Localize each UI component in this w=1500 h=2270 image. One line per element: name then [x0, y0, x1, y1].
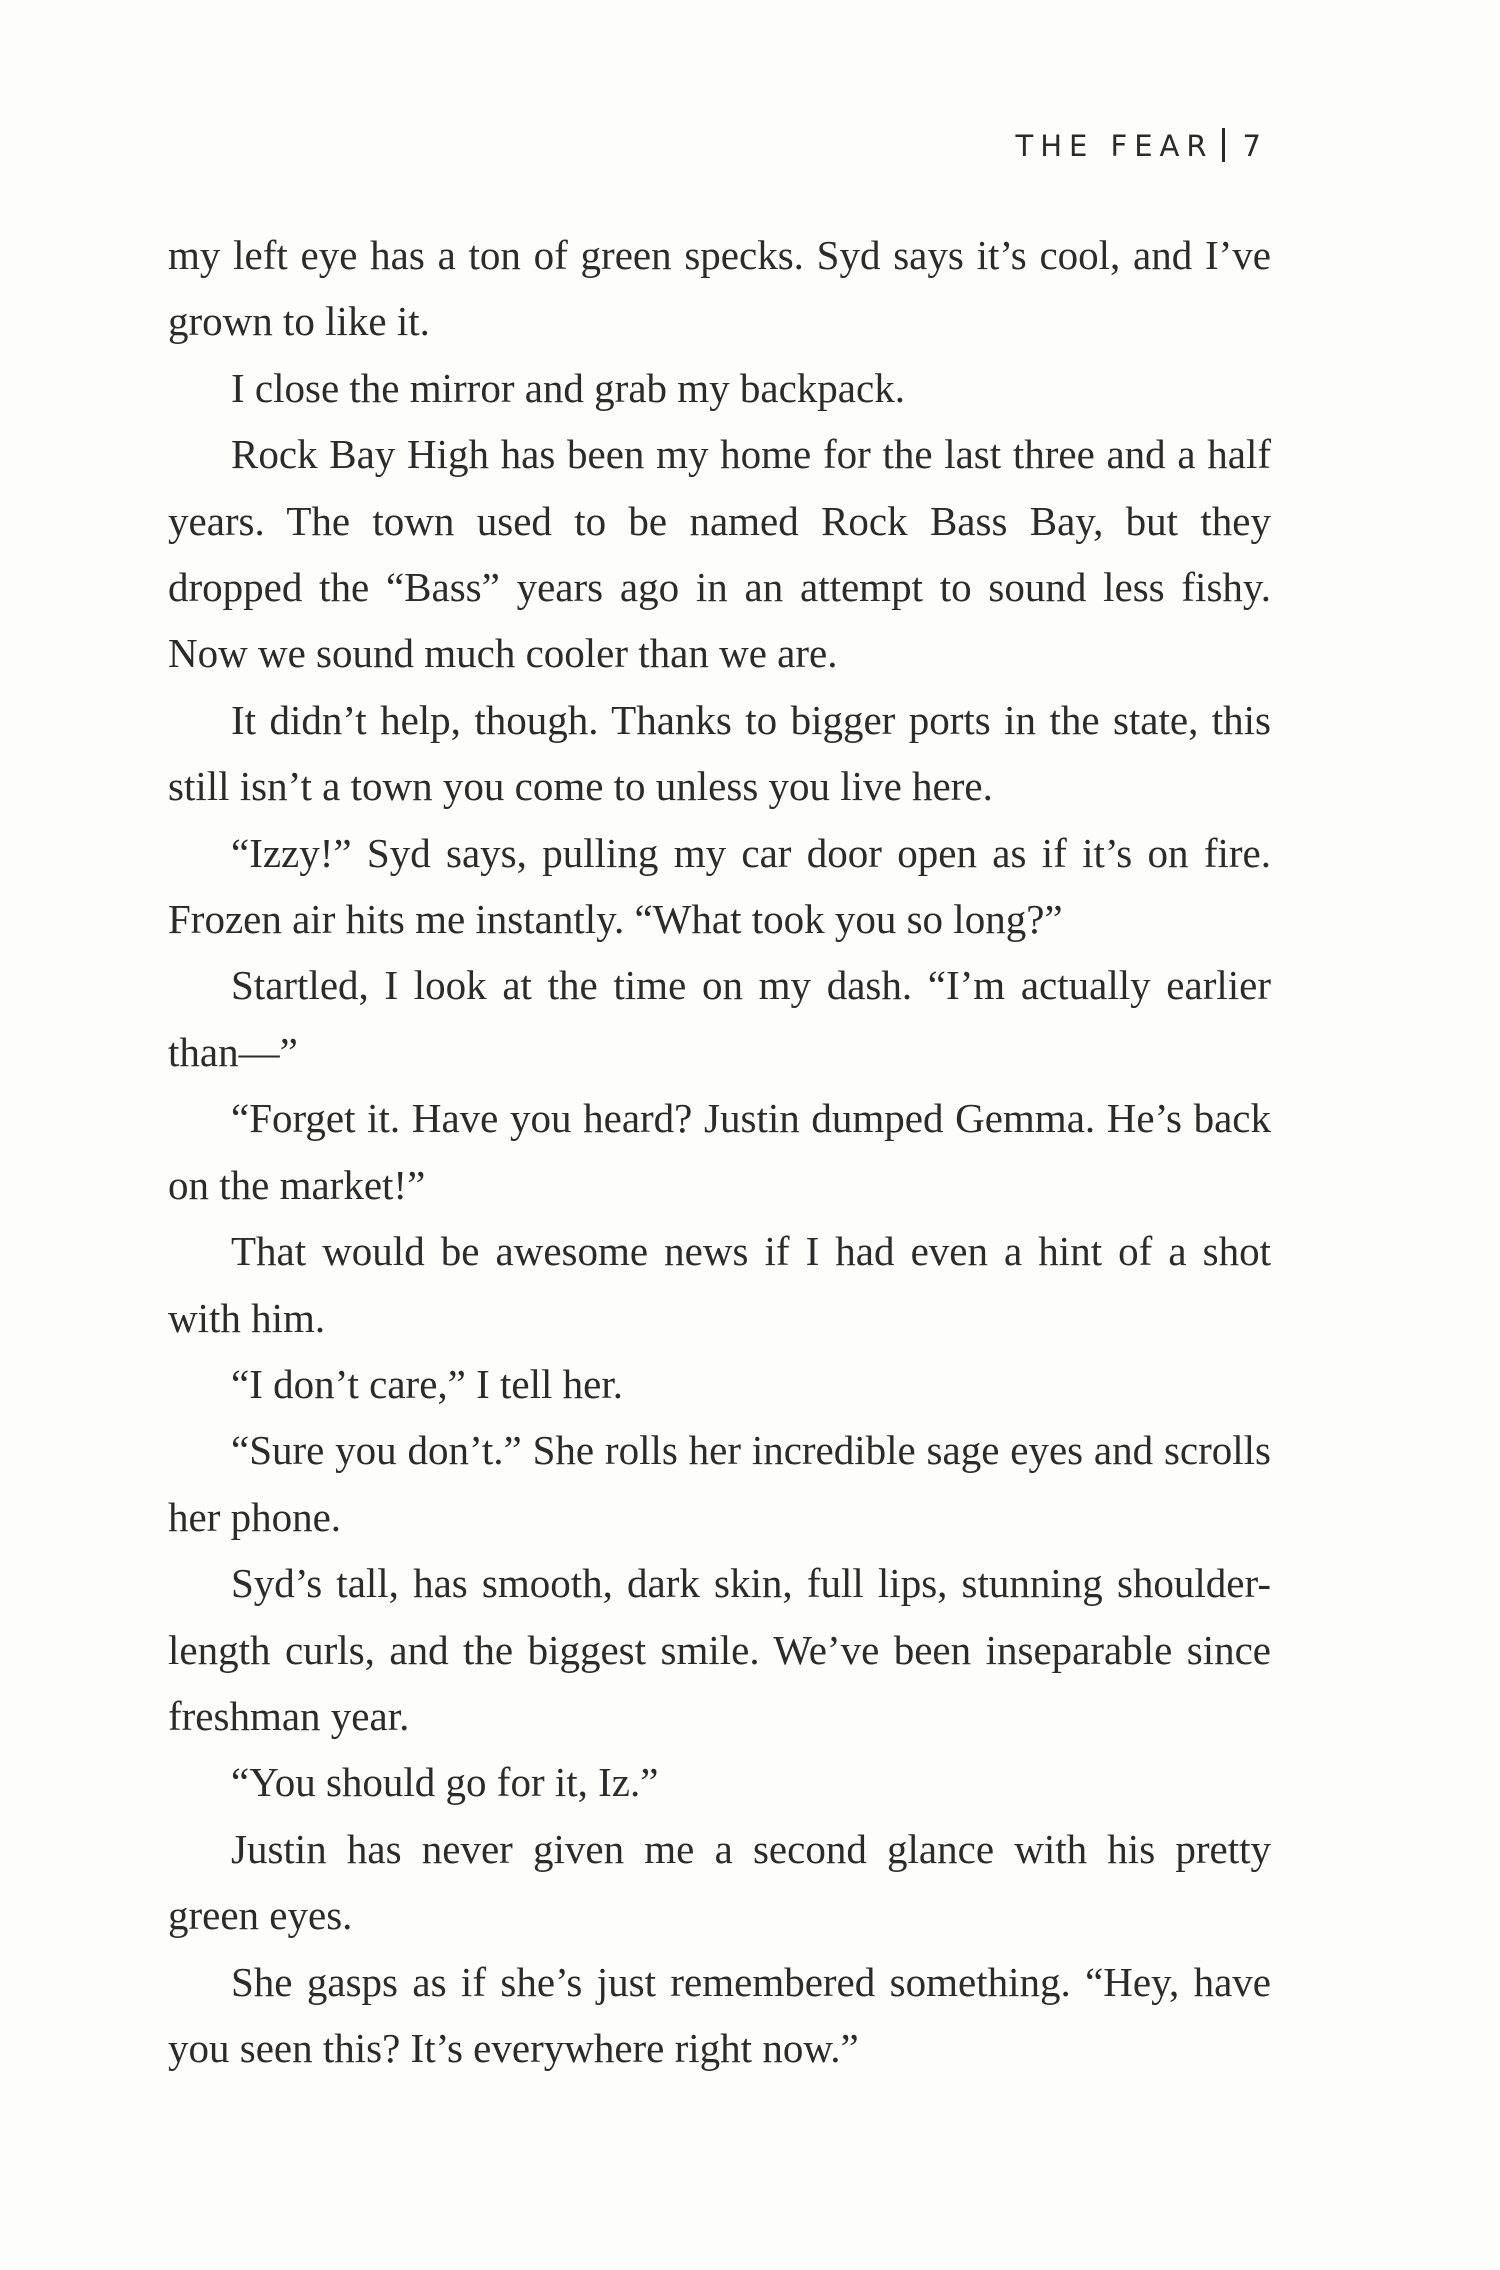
paragraph: “I don’t care,” I tell her. [231, 1360, 623, 1407]
paragraph: “Forget it. Have you heard? Justin dumped Gemma. He’s back on the market!” [168, 1095, 1271, 1208]
running-head [1015, 128, 1268, 163]
body-text [168, 222, 1271, 2081]
paragraph: Startled, I look at the time on my dash. “I’m actually earlier than—” [168, 962, 1271, 1075]
paragraph: That would be awesome news if I had even a hint of a shot with him. [168, 1228, 1271, 1341]
paragraph: my left eye has a ton of green specks. Syd says it’s cool, and I’ve grown to like it. [168, 232, 1271, 345]
paragraph: She gasps as if she’s just remembered something. “Hey, have you seen this? It’s everywhere right now.” [168, 1958, 1271, 2071]
page-number: 7 [1242, 129, 1268, 163]
paragraph: “Sure you don’t.” She rolls her incredible sage eyes and scrolls her phone. [168, 1427, 1271, 1540]
book-title: THE FEAR [1015, 129, 1214, 163]
paragraph: Syd’s tall, has smooth, dark skin, full lips, stunning shoulder-length curls, and the biggest smile. We’ve been inseparable since freshman year. [168, 1560, 1271, 1739]
paragraph: I close the mirror and grab my backpack. [231, 364, 905, 411]
paragraph: “Izzy!” Syd says, pulling my car door open as if it’s on fire. Frozen air hits me instantly. “What took you so long?” [168, 829, 1271, 943]
paragraph: It didn’t help, though. Thanks to bigger ports in the state, this still isn’t a town you come to unless you live here. [168, 696, 1271, 810]
paragraph: Justin has never given me a second glance with his pretty green eyes. [168, 1825, 1271, 1939]
paragraph: “You should go for it, Iz.” [231, 1759, 659, 1806]
header-separator [1222, 128, 1225, 162]
paragraph: Rock Bay High has been my home for the last three and a half years. The town used to be named Rock Bass Bay, but they dropped the “Bass” years ago in an attempt to sound less fishy. Now we sound much cooler than we are. [168, 431, 1271, 677]
